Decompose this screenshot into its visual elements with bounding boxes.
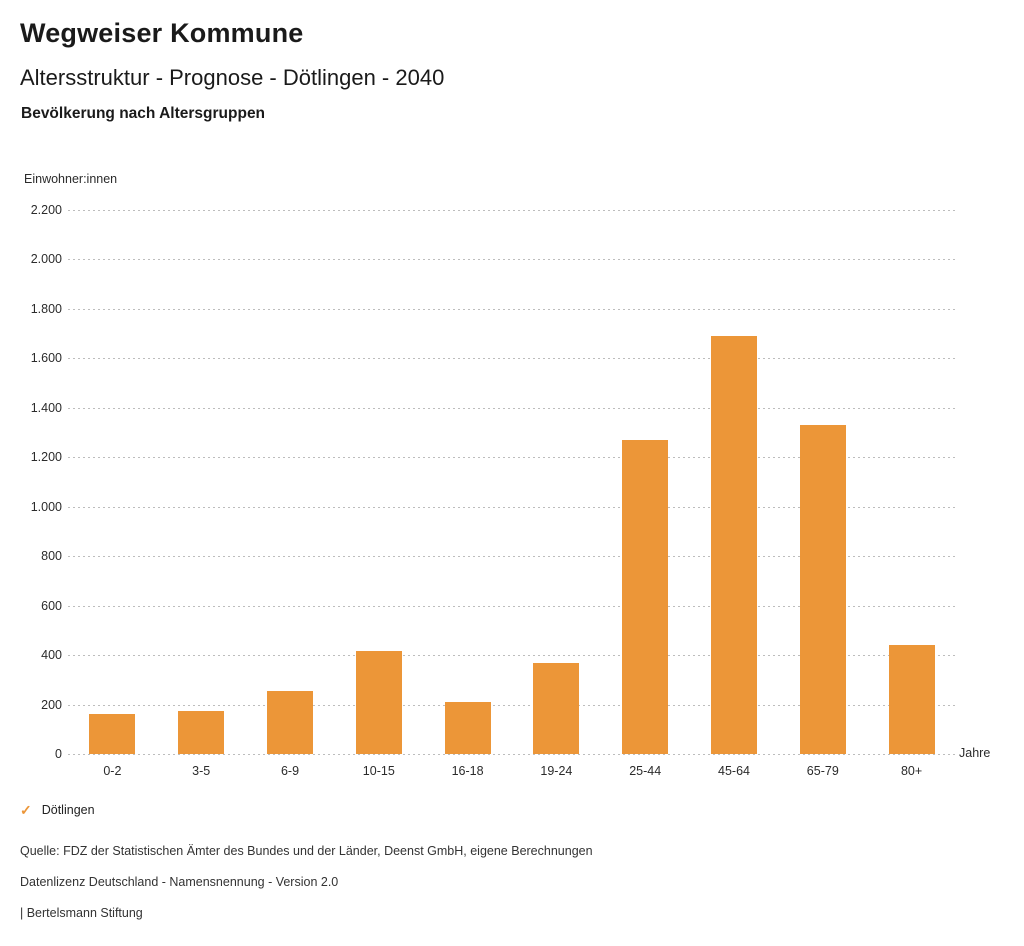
legend-label: Dötlingen	[41, 803, 95, 817]
gridline	[68, 754, 956, 755]
bar-25-44[interactable]	[622, 440, 668, 754]
gridline	[68, 358, 956, 359]
gridline	[68, 309, 956, 310]
page-title: Wegweiser Kommune	[20, 18, 304, 48]
legend-item-doetlingen[interactable]	[20, 803, 95, 817]
x-tick-label: 80+	[900, 764, 923, 778]
bar-65-79[interactable]	[800, 425, 846, 754]
y-tick-label: 200	[41, 697, 62, 712]
y-tick-label: 600	[41, 598, 62, 613]
y-tick-label: 1.200	[30, 450, 62, 465]
bar-0-2[interactable]	[89, 714, 135, 754]
x-tick-label: 25-44	[629, 764, 662, 778]
bar-45-64[interactable]	[711, 336, 757, 754]
y-axis-title: Einwohner:innen	[24, 172, 118, 186]
bar-80+[interactable]	[889, 645, 935, 754]
x-tick-label: 0-2	[103, 764, 122, 778]
y-tick-label: 800	[41, 549, 62, 564]
x-tick-label: 19-24	[540, 764, 573, 778]
source-text: Quelle: FDZ der Statistischen Ämter des Bundes und der Länder, Deenst GmbH, eigene Berechnungen	[20, 844, 593, 858]
y-tick-label: 2.200	[30, 203, 62, 217]
y-tick-label: 2.000	[30, 252, 62, 267]
chart-section-title: Bevölkerung nach Altersgruppen	[21, 105, 266, 122]
y-tick-label: 1.400	[30, 400, 62, 415]
x-axis	[68, 764, 956, 784]
bar-10-15[interactable]	[356, 651, 402, 754]
x-tick-label: 3-5	[192, 764, 211, 778]
gridline	[68, 210, 956, 211]
y-tick-label: 1.600	[30, 351, 62, 366]
x-axis-title: Jahre	[959, 746, 991, 760]
attribution-text: | Bertelsmann Stiftung	[20, 906, 143, 920]
license-text: Datenlizenz Deutschland - Namensnennung - Version 2.0	[20, 875, 339, 889]
gridline	[68, 408, 956, 409]
x-tick-label: 6-9	[280, 764, 300, 778]
x-tick-label: 16-18	[451, 764, 484, 778]
check-icon: ✓	[20, 802, 32, 818]
chart-subtitle: Altersstruktur - Prognose - Dötlingen - 2040	[20, 65, 445, 90]
y-tick-label: 400	[41, 648, 62, 663]
y-tick-label: 0	[55, 747, 62, 761]
bar-6-9[interactable]	[267, 691, 313, 754]
y-tick-label: 1.800	[30, 301, 62, 316]
x-tick-label: 45-64	[718, 764, 750, 778]
bar-3-5[interactable]	[178, 711, 224, 754]
y-tick-label: 1.000	[30, 499, 62, 514]
bar-16-18[interactable]	[445, 702, 491, 754]
plot-area	[68, 210, 956, 754]
y-axis	[0, 203, 62, 761]
x-tick-label: 10-15	[362, 764, 395, 778]
x-tick-label: 65-79	[806, 764, 839, 778]
gridline	[68, 259, 956, 260]
bar-19-24[interactable]	[533, 663, 579, 754]
